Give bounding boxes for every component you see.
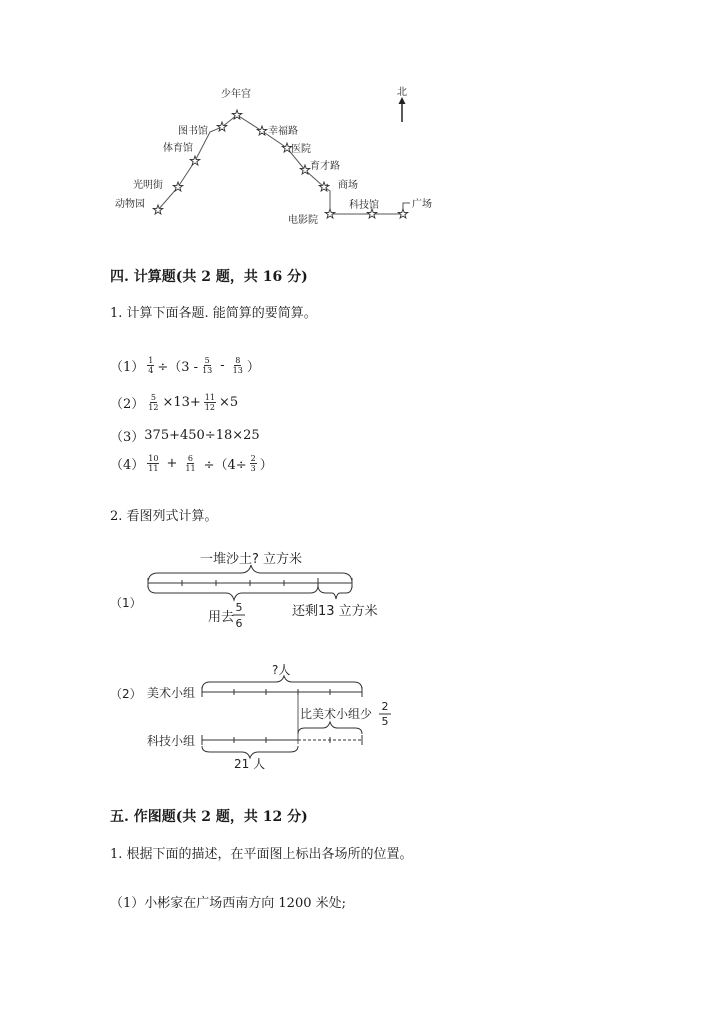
- diagram-2-top-brace: [202, 676, 362, 690]
- diagram-2-row1-label: 美术小组: [147, 686, 196, 700]
- expr-3-label: （3）: [110, 430, 145, 445]
- diagram-1-used-den: 6: [235, 617, 243, 630]
- star-tushuguan: [217, 122, 227, 131]
- label-tiyuguan: 体育馆: [163, 143, 193, 154]
- label-guangmingjie: 光明街: [133, 180, 163, 191]
- section5-title: 五. 作图题(共 2 题，共 12 分): [110, 809, 308, 825]
- fraction: $\frac{5}{12}$: [148, 393, 159, 412]
- label-tushuguan: 图书馆: [178, 126, 208, 137]
- expr-1-label: （1）: [110, 360, 145, 375]
- label-shangchang: 商场: [338, 180, 358, 191]
- expr-2-label: （2）: [110, 397, 145, 412]
- fraction: $\frac{5}{13}$: [202, 356, 213, 375]
- q2-prompt: 2. 看图列式计算。: [110, 509, 218, 524]
- label-dianyingyuan: 电影院: [288, 215, 318, 226]
- label-yucailu: 育才路: [310, 161, 340, 172]
- diagram-1-used-prefix: 用去: [208, 610, 235, 625]
- q1-prompt: 1. 计算下面各题. 能简算的要简算。: [110, 306, 317, 321]
- operator: ）: [259, 458, 273, 473]
- operator: ）: [246, 360, 260, 375]
- s5-q1-prompt: 1. 根据下面的描述，在平面图上标出各场所的位置。: [110, 847, 413, 862]
- diagram-1-used-num: 5: [235, 601, 243, 614]
- operator: ÷（4÷: [203, 458, 247, 473]
- fraction: $\frac{2}{3}$: [250, 454, 256, 473]
- expr-4: [110, 454, 273, 473]
- diagram-2-compare-prefix: 比美术小组少: [300, 707, 373, 721]
- expr-1: [110, 356, 260, 375]
- expr-2: [110, 393, 238, 412]
- fraction: $\frac{11}{12}$: [204, 393, 215, 412]
- star-tiyuguan: [190, 156, 200, 165]
- route-map: [100, 70, 440, 250]
- fraction: $\frac{10}{11}$: [148, 454, 159, 473]
- label-dongwuyuan: 动物园: [115, 199, 145, 210]
- expr-4-label: （4）: [110, 458, 145, 473]
- star-guangchang: [398, 209, 408, 218]
- operator: ×13+: [162, 395, 201, 410]
- s5-q1-item1: （1）小彬家在广场西南方向 1200 米处;: [110, 896, 346, 911]
- diagram-2-label: （2）: [110, 687, 142, 701]
- label-guangchang: 广场: [412, 199, 432, 210]
- label-shaoniangong: 少年宫: [221, 89, 251, 100]
- diagram-1: [110, 545, 410, 635]
- north-arrow: [397, 86, 407, 122]
- label-kejiguan: 科技馆: [349, 200, 379, 211]
- fraction: $\frac{6}{11}$: [185, 454, 196, 473]
- expr-3: [110, 426, 260, 445]
- north-arrow-icon: [399, 97, 406, 104]
- star-guangmingjie: [173, 182, 183, 191]
- diagram-2-compare-brace: [298, 722, 362, 734]
- diagram-1-label: （1）: [110, 596, 142, 610]
- fraction: $\frac{8}{13}$: [232, 356, 243, 375]
- star-dianyingyuan: [325, 209, 335, 218]
- diagram-2-row2-label: 科技小组: [147, 734, 196, 748]
- north-label: 北: [397, 87, 407, 98]
- diagram-2-top-label: ?人: [272, 663, 291, 677]
- operator: -: [220, 358, 225, 373]
- operator: ÷（3 -: [157, 360, 199, 375]
- diagram-1-remain-label: 还剩13 立方米: [292, 604, 378, 619]
- diagram-1-top-label: 一堆沙土? 立方米: [200, 552, 303, 567]
- section4-title: 四. 计算题(共 2 题，共 16 分): [110, 269, 308, 285]
- label-xingfulu: 幸福路: [268, 126, 298, 137]
- operator: +: [166, 456, 178, 471]
- diagram-2-compare-num: 2: [381, 700, 389, 713]
- diagram-1-remain-brace: [318, 585, 352, 599]
- diagram-2-compare-den: 5: [381, 715, 389, 728]
- fraction: $\frac{1}{4}$: [148, 356, 154, 375]
- diagram-2: [110, 660, 420, 772]
- operator: ×5: [218, 395, 239, 410]
- expr-3-text: 375+450÷18×25: [144, 428, 260, 443]
- label-yiyuan: 医院: [291, 144, 311, 155]
- diagram-2-bottom-label: 21 人: [234, 757, 266, 771]
- diagram-1-used-brace: [148, 585, 318, 600]
